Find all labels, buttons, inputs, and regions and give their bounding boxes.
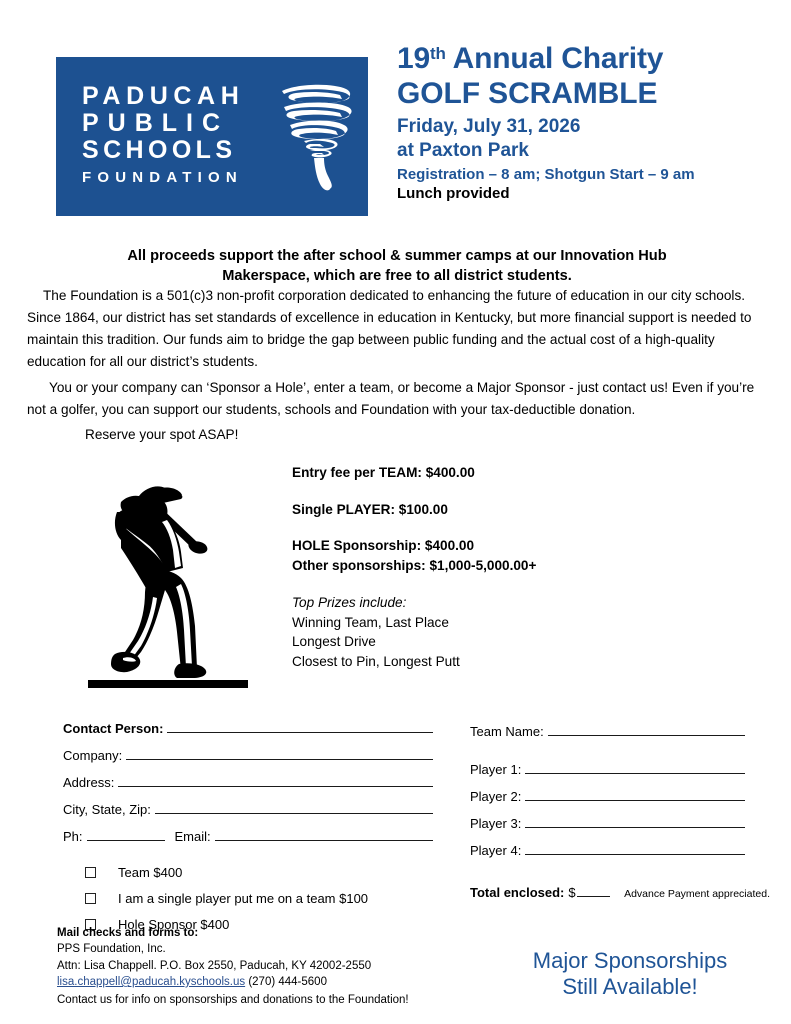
paducah-public-schools-foundation-logo — [56, 57, 368, 216]
field-row-player-2[interactable] — [470, 788, 745, 804]
field-row-player-1[interactable] — [470, 761, 745, 777]
single-player-line: Single PLAYER: $100.00 — [292, 501, 448, 517]
total-enclosed-row[interactable] — [470, 884, 770, 900]
sponsorship-paragraph: You or your company can ‘Sponsor a Hole’, enter a team, or become a Major Sponsor - just contact us! Even if you’re not a golfer, you can support our students, schools and Foundation with your tax-deductible donation. — [27, 380, 755, 418]
player-2-input[interactable] — [525, 788, 745, 801]
field-row-contact-person[interactable] — [63, 720, 433, 736]
option-hole-sponsor-label: Hole Sponsor $400 — [118, 917, 230, 932]
checkbox-icon[interactable] — [85, 893, 96, 904]
currency-symbol: $ — [568, 885, 576, 900]
field-row-team-name[interactable] — [470, 723, 745, 739]
other-sponsorships-line: Other sponsorships: $1,000-5,000.00+ — [292, 558, 537, 574]
logo-line-schools: SCHOOLS — [82, 136, 237, 164]
player-4-input[interactable] — [525, 842, 745, 855]
prize-item: Closest to Pin, Longest Putt — [292, 653, 460, 669]
contact-phone: (270) 444-5600 — [248, 975, 327, 988]
player-1-label: Player 1: — [470, 762, 522, 777]
hole-sponsorship-line: HOLE Sponsorship: $400.00 — [292, 538, 475, 554]
field-row-player-4[interactable] — [470, 842, 745, 858]
roster-spacer — [470, 750, 745, 761]
top-prizes-heading: Top Prizes include: — [292, 594, 407, 610]
player-3-label: Player 3: — [470, 816, 522, 831]
address-label: Address: — [63, 775, 115, 790]
option-single-player[interactable] — [85, 891, 425, 906]
city-state-zip-label: City, State, Zip: — [63, 802, 151, 817]
player-4-label: Player 4: — [470, 843, 522, 858]
event-registration-times: Registration – 8 am; Shotgun Start – 9 am — [397, 165, 695, 183]
event-name: GOLF SCRAMBLE — [397, 76, 658, 110]
logo-line-public: PUBLIC — [82, 109, 230, 137]
major-sponsorships-line-2: Still Available! — [562, 974, 698, 1000]
event-date: Friday, July 31, 2026 — [397, 116, 581, 138]
prize-item: Winning Team, Last Place — [292, 614, 449, 630]
checkbox-icon[interactable] — [85, 867, 96, 878]
field-row-address[interactable] — [63, 774, 433, 790]
golfer-silhouette-icon — [85, 472, 260, 692]
player-1-input[interactable] — [525, 761, 745, 774]
proceeds-statement: All proceeds support the after school & summer camps at our Innovation Hub Makerspace, which are free to all district students. — [127, 248, 667, 285]
option-single-player-label: I am a single player put me on a team $100 — [118, 891, 369, 906]
registrant-info-form — [63, 720, 433, 855]
event-venue: at Paxton Park — [397, 139, 529, 161]
pricing-gap-2 — [292, 519, 622, 536]
tornado-swirl-icon — [272, 81, 358, 193]
total-enclosed-input[interactable] — [577, 884, 610, 897]
contact-person-input[interactable] — [167, 720, 433, 733]
advance-payment-note: Advance Payment appreciated. — [624, 888, 770, 900]
team-name-label: Team Name: — [470, 724, 544, 739]
logo-line-foundation: FOUNDATION — [82, 169, 243, 186]
entry-fee-line: Entry fee per TEAM: $400.00 — [292, 465, 475, 480]
reserve-spot-callout: Reserve your spot ASAP! — [85, 427, 239, 442]
title-number: 19 — [397, 42, 430, 75]
event-title-block — [397, 42, 777, 204]
contact-person-label: Contact Person: — [63, 721, 164, 736]
event-lunch-note: Lunch provided — [397, 185, 510, 203]
major-sponsorships-callout — [500, 948, 760, 1001]
option-team-label: Team $400 — [118, 865, 183, 880]
organization-name: PPS Foundation, Inc. — [57, 943, 166, 956]
major-sponsorships-line-1: Major Sponsorships — [532, 948, 728, 973]
pricing-block — [292, 463, 622, 672]
contact-email-phone-row — [57, 974, 417, 990]
mail-checks-heading: Mail checks and forms to: — [57, 927, 199, 939]
logo-line-paducah: PADUCAH — [82, 82, 245, 110]
company-input[interactable] — [126, 747, 433, 760]
phone-label: Ph: — [63, 829, 83, 844]
page-title — [397, 42, 777, 76]
company-label: Company: — [63, 748, 123, 763]
field-row-company[interactable] — [63, 747, 433, 763]
pricing-gap-3 — [292, 576, 622, 593]
title-ordinal: th — [429, 44, 446, 63]
team-roster-form — [470, 723, 745, 869]
field-row-city-state-zip[interactable] — [63, 801, 433, 817]
phone-input[interactable] — [87, 828, 165, 841]
email-link[interactable]: lisa.chappell@paducah.kyschools.us — [57, 975, 246, 988]
total-enclosed-label: Total enclosed: — [470, 885, 565, 900]
contact-us-note: Contact us for info on sponsorships and donations to the Foundation! — [57, 994, 409, 1006]
player-3-input[interactable] — [525, 815, 745, 828]
field-row-phone-email[interactable] — [63, 828, 433, 844]
mailing-instructions — [57, 925, 417, 990]
logo-wordmark — [82, 83, 272, 186]
team-name-input[interactable] — [548, 723, 745, 736]
email-input[interactable] — [215, 828, 433, 841]
city-state-zip-input[interactable] — [155, 801, 433, 814]
player-2-label: Player 2: — [470, 789, 522, 804]
flyer-header — [0, 0, 791, 232]
title-rest: Annual Charity — [445, 42, 664, 75]
field-row-player-3[interactable] — [470, 815, 745, 831]
pricing-gap-1 — [292, 483, 622, 500]
mailing-address: Attn: Lisa Chappell. P.O. Box 2550, Paducah, KY 42002-2550 — [57, 959, 372, 972]
option-team[interactable] — [85, 865, 425, 880]
address-input[interactable] — [118, 774, 433, 787]
prize-item: Longest Drive — [292, 634, 376, 650]
email-label: Email: — [174, 829, 211, 844]
foundation-intro-paragraph: The Foundation is a 501(c)3 non-profit corporation dedicated to enhancing the future of education in our city schools. Since 1864, our district has set standards of excellence in education in Kentucky, but more financial support is needed to maintain this tradition. Our funds aim to bridge the gap between public funding and the actual cost of a high-quality education for all our district’s students. — [27, 288, 752, 370]
